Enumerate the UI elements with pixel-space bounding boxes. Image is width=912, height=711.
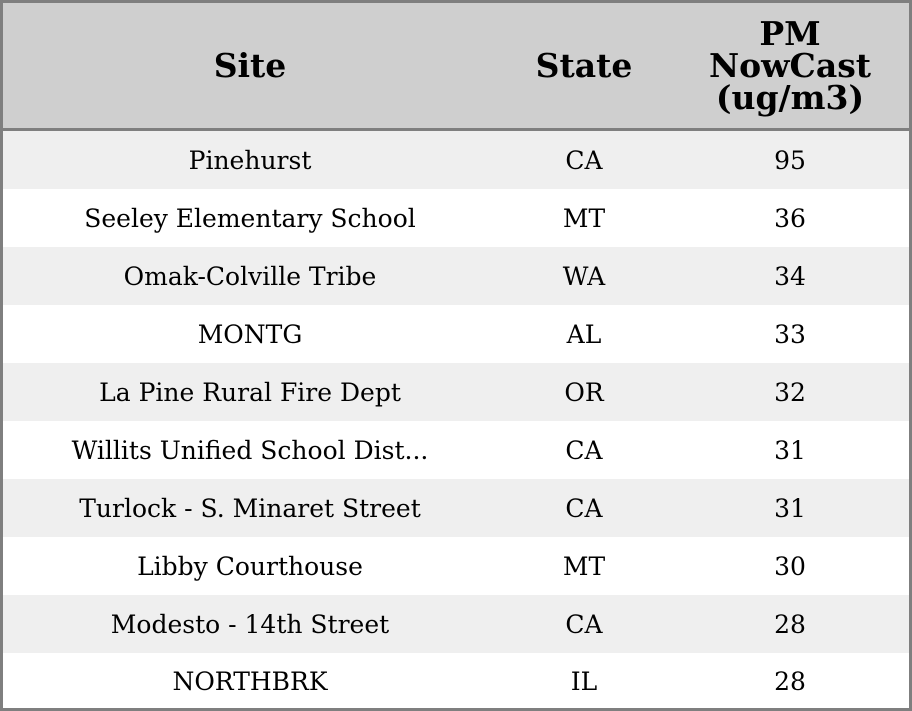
state-cell: MT [497, 537, 671, 595]
state-cell: MT [497, 189, 671, 247]
site-cell: Willits Unified School Dist... [3, 421, 497, 479]
pm-value-cell: 30 [671, 537, 909, 595]
header-row [3, 3, 909, 130]
table-body [3, 130, 909, 710]
pm-value-cell: 34 [671, 247, 909, 305]
column-header-state [497, 3, 671, 130]
column-header-pm-nowcast [671, 3, 909, 130]
header-text-line: (ug/m3) [715, 77, 865, 117]
site-cell: Seeley Elementary School [3, 189, 497, 247]
state-cell: CA [497, 130, 671, 190]
pm-value-cell: 95 [671, 130, 909, 190]
state-cell: IL [497, 653, 671, 709]
state-cell: OR [497, 363, 671, 421]
site-cell: MONTG [3, 305, 497, 363]
table-row [3, 305, 909, 363]
state-cell: CA [497, 595, 671, 653]
header-text-line: PM [759, 13, 821, 53]
header-text-line: State [535, 45, 633, 85]
pm-value-cell: 28 [671, 653, 909, 709]
header-text-line: NowCast [708, 45, 872, 85]
state-cell: CA [497, 479, 671, 537]
pm-value-cell: 32 [671, 363, 909, 421]
table-row [3, 537, 909, 595]
site-cell: Omak-Colville Tribe [3, 247, 497, 305]
table-row [3, 653, 909, 709]
pm-value-cell: 28 [671, 595, 909, 653]
table-row [3, 595, 909, 653]
pm-value-cell: 36 [671, 189, 909, 247]
site-cell: Pinehurst [3, 130, 497, 190]
table-row [3, 130, 909, 190]
table-row [3, 363, 909, 421]
state-cell: WA [497, 247, 671, 305]
pm-value-cell: 31 [671, 421, 909, 479]
site-cell: Libby Courthouse [3, 537, 497, 595]
table-row [3, 189, 909, 247]
site-cell: NORTHBRK [3, 653, 497, 709]
site-cell: Modesto - 14th Street [3, 595, 497, 653]
state-cell: CA [497, 421, 671, 479]
state-cell: AL [497, 305, 671, 363]
pm-value-cell: 31 [671, 479, 909, 537]
header-text-line: Site [213, 45, 287, 85]
table-row [3, 247, 909, 305]
site-cell: La Pine Rural Fire Dept [3, 363, 497, 421]
table-header [3, 3, 909, 130]
table-row [3, 421, 909, 479]
pm-value-cell: 33 [671, 305, 909, 363]
pm-nowcast-table [3, 3, 909, 709]
site-cell: Turlock - S. Minaret Street [3, 479, 497, 537]
column-header-site [3, 3, 497, 130]
table-row [3, 479, 909, 537]
